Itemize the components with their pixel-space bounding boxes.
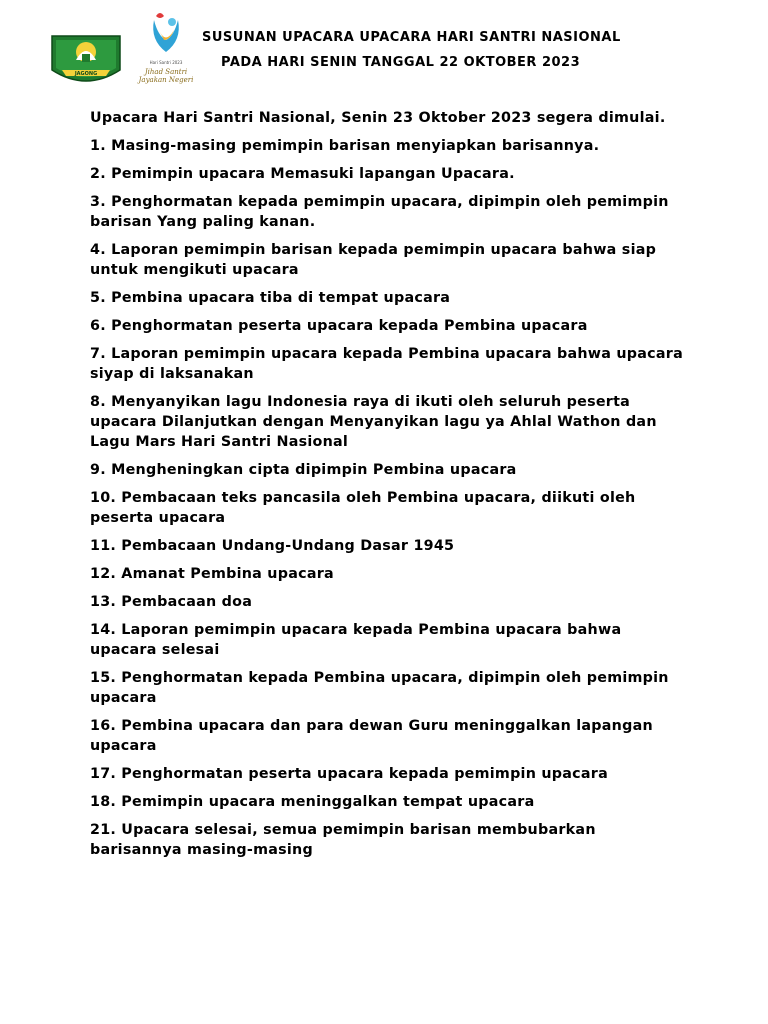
step-item: 21. Upacara selesai, semua pemimpin barisan membubarkan barisannya masing-masing [90,822,596,858]
step-item: 9. Mengheningkan cipta dipimpin Pembina upacara [90,462,517,478]
step-item: 7. Laporan pemimpin upacara kepada Pembina upacara bahwa upacara siyap di laksanakan [90,346,683,382]
school-logo [48,30,124,90]
hari-santri-logo: Hari Santri 2023 Jihad Santri Jayakan Negeri [134,10,198,98]
step-item: 16. Pembina upacara dan para dewan Guru meninggalkan lapangan upacara [90,718,653,754]
svg-text:JAGONG: JAGONG [74,71,98,77]
steps-list [90,136,690,860]
intro-paragraph: Upacara Hari Santri Nasional, Senin 23 Oktober 2023 segera dimulai. [90,110,666,126]
step-item: 1. Masing-masing pemimpin barisan menyiapkan barisannya. [90,138,600,154]
step-item: 11. Pembacaan Undang-Undang Dasar 1945 [90,538,455,554]
step-item: 17. Penghormatan peserta upacara kepada pemimpin upacara [90,766,608,782]
step-item: 10. Pembacaan teks pancasila oleh Pembina upacara, diikuti oleh peserta upacara [90,490,636,526]
step-item: 3. Penghormatan kepada pemimpin upacara, dipimpin oleh pemimpin barisan Yang paling kanan. [90,194,669,230]
step-item: 2. Pemimpin upacara Memasuki lapangan Upacara. [90,166,515,182]
step-item: 5. Pembina upacara tiba di tempat upacara [90,290,451,306]
step-item: 4. Laporan pemimpin barisan kepada pemimpin upacara bahwa siap untuk mengikuti upacara [90,242,657,278]
header-title-line-1: SUSUNAN UPACARA UPACARA HARI SANTRI NASIONAL [202,30,621,45]
step-item: 8. Menyanyikan lagu Indonesia raya di ikuti oleh seluruh peserta upacara Dilanjutkan dengan Menyanyikan lagu ya Ahlal Wathon dan Lagu Mars Hari Santri Nasional [90,394,657,450]
step-item: 14. Laporan pemimpin upacara kepada Pembina upacara bahwa upacara selesai [90,622,622,658]
step-item: 13. Pembacaan doa [90,594,253,610]
step-item: 18. Pemimpin upacara meninggalkan tempat upacara [90,794,535,810]
step-item: 12. Amanat Pembina upacara [90,566,334,582]
step-item: 15. Penghormatan kepada Pembina upacara, dipimpin oleh pemimpin upacara [90,670,669,706]
ceremony-order [90,108,690,868]
header-title-line-2: PADA HARI SENIN TANGGAL 22 OKTOBER 2023 [221,55,581,70]
step-item: 6. Penghormatan peserta upacara kepada Pembina upacara [90,318,588,334]
